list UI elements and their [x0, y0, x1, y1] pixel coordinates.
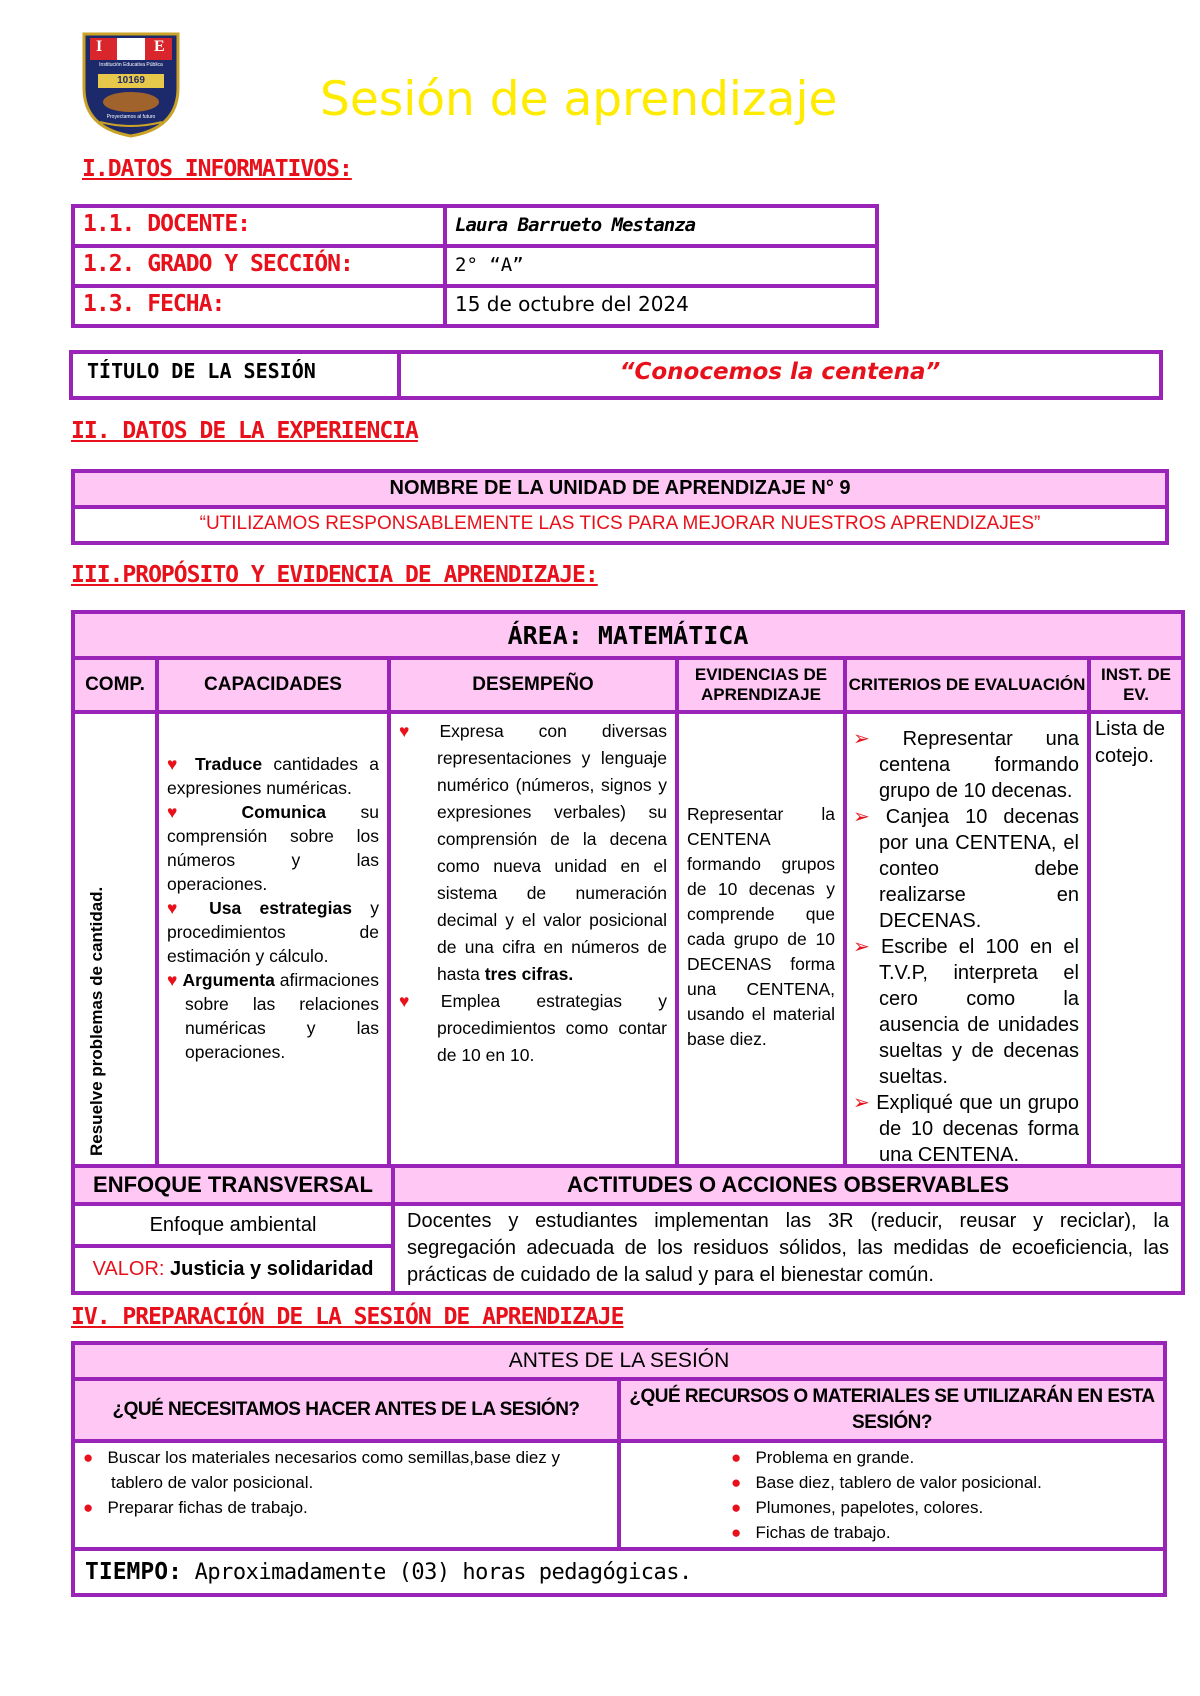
logo-number: 10169 [117, 75, 145, 86]
logo-text-bottom: Proyectamos al futuro [106, 114, 156, 120]
criterio-item: ➢ Expliqué que un grupo de 10 decenas forma una CENTENA. [853, 1092, 1079, 1166]
unidad-label: NOMBRE DE LA UNIDAD DE APRENDIZAJE N° 9 [389, 477, 851, 499]
grado-value-cell [445, 246, 877, 286]
valor-value: Justicia y solidaridad [170, 1258, 374, 1281]
col1-item: ● Buscar los materiales necesarios como semillas,base diez y tablero de valor posicional. [83, 1448, 561, 1492]
evidencia-text: Representar la CENTENA formando grupos de 10 decenas y comprende que cada grupo de 10 DECENAS forma una CENTENA, usando el material base diez. [687, 804, 835, 1049]
desempeno-cell [389, 712, 677, 1174]
unidad-label-cell [73, 471, 1167, 507]
col2-item: ● Fichas de trabajo. [731, 1523, 891, 1542]
instrumento-text: Lista de cotejo. [1095, 718, 1166, 767]
desempeno-item: ♥Expresa con diversas representaciones y lenguaje numérico (números, signos y expresiones verbales) su comprensión de la decena como nueva unidad en el sistema de numeración decimal y el valor posicional de una cifra en números de hasta tres cifras. [399, 721, 667, 984]
actitudes-cell [393, 1204, 1183, 1293]
capacidad-item: ♥ Argumenta afirmaciones sobre las relaciones numéricas y las operaciones. [167, 970, 379, 1062]
instrumento-cell [1089, 712, 1183, 1174]
titulo-value: “Conocemos la centena” [619, 359, 941, 385]
col-evidencias: EVIDENCIAS DE APRENDIZAJE [677, 658, 845, 712]
grado-label-cell [73, 246, 445, 286]
school-logo [80, 30, 182, 138]
logo-letter-e: E [154, 38, 165, 55]
grado-label: 1.2. GRADO Y SECCIÓN: [83, 251, 353, 277]
criterio-item: ➢ Representar una centena formando grupo de 10 decenas. [853, 728, 1079, 802]
col-desempeno: DESEMPEÑO [389, 658, 677, 712]
col-criterios: CRITERIOS DE EVALUACIÓN [845, 658, 1089, 712]
competencia-text: Resuelve problemas de cantidad. [87, 886, 106, 1156]
section2-heading: II. DATOS DE LA EXPERIENCIA [71, 418, 418, 444]
section4-heading: IV. PREPARACIÓN DE LA SESIÓN DE APRENDIZAJE [71, 1304, 624, 1330]
col2-item: ● Problema en grande. [731, 1448, 915, 1467]
area-cell [73, 612, 1183, 658]
enfoque-header: ENFOQUE TRANSVERSAL [73, 1166, 393, 1204]
col2-item: ● Base diez, tablero de valor posicional. [731, 1473, 1042, 1492]
tiempo-value: Aproximadamente (03) horas pedagógicas. [181, 1560, 692, 1585]
area-title: ÁREA: MATEMÁTICA [507, 620, 749, 650]
tiempo-label: TIEMPO: [85, 1559, 182, 1585]
criterio-item: ➢ Canjea 10 decenas por una CENTENA, el conteo debe realizarse en DECENAS. [853, 806, 1079, 932]
titulo-label-cell [71, 352, 399, 398]
evidencia-cell [677, 712, 845, 1174]
unidad-name-cell [73, 507, 1167, 543]
docente-label: 1.1. DOCENTE: [83, 211, 251, 237]
page-title: Sesión de aprendizaje [320, 72, 838, 127]
capacidad-item: ♥ Traduce cantidades a expresiones numéricas. [167, 754, 379, 798]
proposito-table [71, 610, 1185, 1176]
col-inst: INST. DE EV. [1089, 658, 1183, 712]
tiempo-cell [73, 1549, 1165, 1595]
logo-letter-i: I [96, 38, 103, 55]
titulo-sesion-table [69, 350, 1163, 400]
valor-cell [73, 1246, 393, 1293]
actitudes-header: ACTITUDES O ACCIONES OBSERVABLES [393, 1166, 1183, 1204]
competencia-cell [73, 712, 157, 1174]
capacidad-item: ♥ Usa estrategias y procedimientos de estimación y cálculo. [167, 898, 379, 966]
col2-item: ● Plumones, papelotes, colores. [731, 1498, 984, 1517]
preparacion-table [71, 1341, 1167, 1597]
criterios-cell [845, 712, 1089, 1174]
fecha-label: 1.3. FECHA: [83, 291, 225, 317]
col2-cell [619, 1441, 1165, 1549]
col1-header: ¿QUÉ NECESITAMOS HACER ANTES DE LA SESIÓN? [73, 1379, 619, 1441]
logo-text-top: Institución Educativa Pública [99, 62, 163, 68]
col-comp: COMP. [73, 658, 157, 712]
criterio-item: ➢ Escribe el 100 en el T.V.P, interpreta el cero como la ausencia de unidades sueltas y de decenas sueltas. [853, 936, 1080, 1088]
enfoque-table [71, 1164, 1185, 1295]
col1-cell [73, 1441, 619, 1549]
antes-header: ANTES DE LA SESIÓN [73, 1343, 1165, 1379]
titulo-value-cell [399, 352, 1161, 398]
docente-value: Laura Barrueto Mestanza [455, 214, 696, 236]
fecha-value-cell [445, 286, 877, 326]
col1-item: ● Preparar fichas de trabajo. [83, 1498, 308, 1517]
section3-heading: III.PROPÓSITO Y EVIDENCIA DE APRENDIZAJE: [71, 562, 598, 588]
docente-label-cell [73, 206, 445, 246]
section1-heading: I.DATOS INFORMATIVOS: [82, 156, 352, 182]
unidad-table [71, 469, 1169, 545]
datos-informativos-table [71, 204, 879, 328]
capacidades-cell [157, 712, 389, 1174]
docente-value-cell [445, 206, 877, 246]
col-capacidades: CAPACIDADES [157, 658, 389, 712]
actitudes-text: Docentes y estudiantes implementan las 3R (reducir, reusar y reciclar), la segregación adecuada de los residuos sólidos, las medidas de ecoeficiencia, las prácticas de cuidado de la salud y para el bienestar común. [407, 1210, 1169, 1286]
capacidad-item: ♥ Comunica su comprensión sobre los números y las operaciones. [167, 802, 379, 894]
fecha-label-cell [73, 286, 445, 326]
col2-header: ¿QUÉ RECURSOS O MATERIALES SE UTILIZARÁN EN ESTA SESIÓN? [619, 1379, 1165, 1441]
desempeno-item: ♥Emplea estrategias y procedimientos como contar de 10 en 10. [399, 991, 668, 1065]
titulo-label: TÍTULO DE LA SESIÓN [87, 359, 316, 383]
valor-label: VALOR: [92, 1258, 165, 1281]
unidad-name: “UTILIZAMOS RESPONSABLEMENTE LAS TICS PARA MEJORAR NUESTROS APRENDIZAJES” [199, 513, 1041, 534]
enfoque-value: Enfoque ambiental [73, 1204, 393, 1246]
fecha-value: 15 de octubre del 2024 [455, 292, 689, 316]
grado-value: 2° “A” [455, 254, 524, 276]
